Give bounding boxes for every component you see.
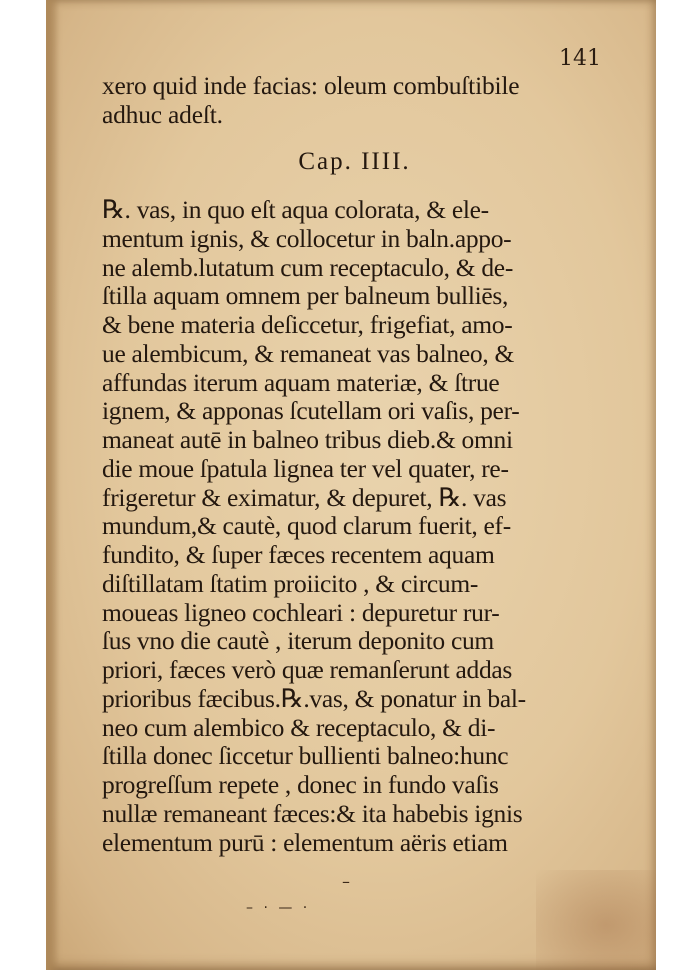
body-line: prioribus fæcibus.℞.vas, & ponatur in bal-: [102, 683, 526, 713]
body-line: priori, fæces verò quæ remanſerunt addas: [102, 655, 513, 684]
body-line: progreſſum repete , donec in fundo vaſis: [102, 770, 499, 799]
chapter-heading: Cap. IIII.: [298, 148, 411, 175]
chapter-body-text: [102, 196, 607, 857]
body-line: elementum purū : elementum aëris etiam: [102, 827, 508, 857]
body-line: diſtillatam ſtatim proiicito , & circum-: [102, 568, 479, 598]
page-stain: [536, 870, 656, 970]
intro-line-2: adhuc adeſt.: [102, 99, 223, 129]
body-line: neo cum alembico & receptaculo, & di-: [102, 712, 496, 742]
page-gutter-shadow: [46, 0, 60, 970]
body-line: moueas ligneo cochleari : depuretur rur-: [102, 597, 500, 627]
body-line: nullæ remaneant fæces:& ita habebis ignis: [102, 798, 523, 828]
intro-line-1: xero quid inde facias: oleum combuſtibile: [102, 71, 520, 100]
body-line: frigeretur & eximatur, & depuret, ℞. vas: [102, 482, 507, 512]
printer-mark: – · — ·: [246, 900, 311, 916]
body-line: ne alemb.lutatum cum receptaculo, & de-: [102, 252, 514, 282]
body-line: & bene materia deſiccetur, frigefiat, amo-: [102, 310, 513, 339]
body-line: ℞. vas, in quo eſt aqua colorata, & ele-: [102, 195, 489, 224]
body-line: mentum ignis, & collocetur in baln.appo-: [102, 223, 512, 253]
body-line: ſus vno die cautè , iterum deponito cum: [102, 626, 494, 656]
body-line: ignem, & apponas ſcutellam ori vaſis, per-: [102, 396, 520, 426]
body-line: fundito, & ſuper fæces recentem aquam: [102, 540, 495, 569]
body-line: maneat autē in balneo tribus dieb.& omni: [102, 425, 513, 454]
printer-mark: –: [342, 872, 350, 891]
body-line: mundum,& cautè, quod clarum fuerit, ef-: [102, 511, 511, 541]
body-line: die moue ſpatula lignea ter vel quater, re-: [102, 453, 509, 483]
body-line: ſtilla aquam omnem per balneum bulliēs,: [102, 281, 509, 311]
book-page: [46, 0, 656, 970]
body-line: affundas iterum aquam materiæ, & ſtrue: [102, 367, 500, 397]
body-line: ſtilla donec ſiccetur bullienti balneo:hunc: [102, 741, 509, 771]
page-number: 141: [559, 46, 601, 71]
body-line: ue alembicum, & remaneat vas balneo, &: [102, 338, 515, 368]
intro-text: [102, 72, 607, 130]
